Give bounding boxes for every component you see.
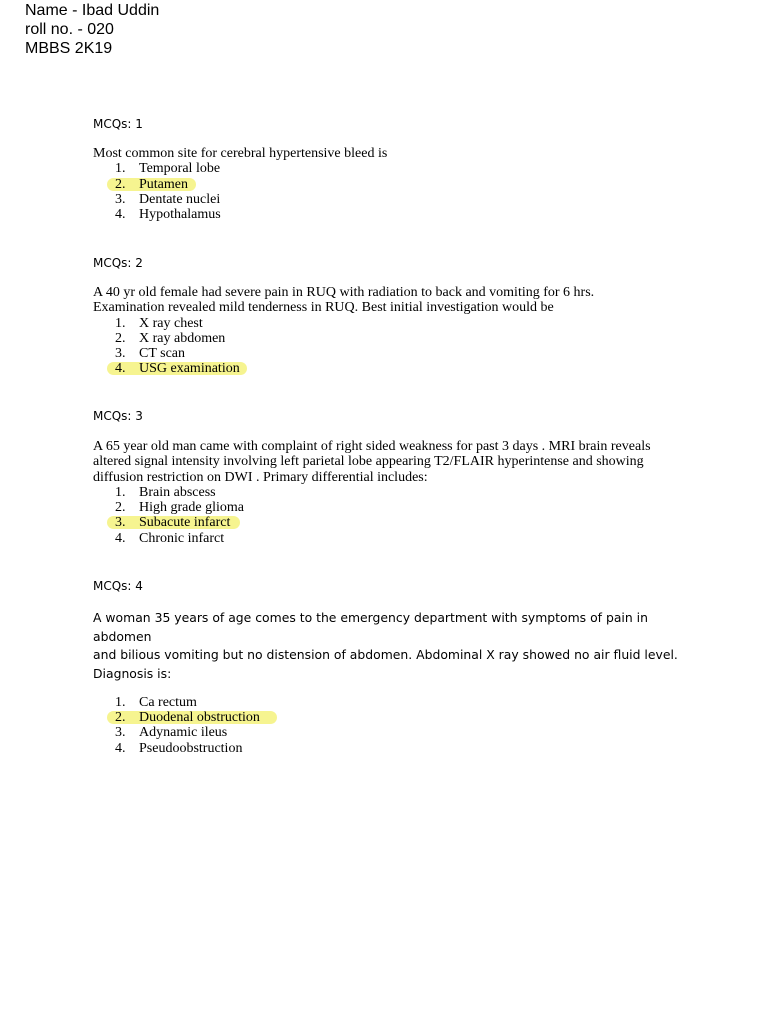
option-3	[93, 725, 693, 740]
option-text: High grade glioma	[139, 500, 244, 516]
option-text: CT scan	[139, 346, 186, 362]
roll-number: roll no. - 020	[25, 21, 114, 38]
option-2-highlighted	[93, 177, 693, 192]
option-number: 3.	[115, 725, 126, 741]
option-3	[93, 346, 693, 361]
mcq-1	[93, 117, 693, 222]
question-line-3: Diagnosis is:	[93, 666, 172, 682]
option-list	[93, 316, 693, 377]
option-3	[93, 192, 693, 207]
option-number: 4.	[115, 740, 126, 756]
option-number: 1.	[115, 161, 126, 177]
mcq-title: MCQs: 3	[93, 409, 143, 423]
option-number: 4.	[115, 207, 126, 223]
option-2	[93, 331, 693, 346]
option-text: Duodenal obstruction	[139, 710, 260, 726]
option-text: Temporal lobe	[139, 161, 221, 177]
option-text: Dentate nuclei	[139, 191, 221, 207]
option-text: Pseudoobstruction	[139, 740, 243, 756]
option-list	[93, 161, 693, 222]
mcq-2	[93, 256, 693, 377]
option-text: Subacute infarct	[139, 515, 231, 531]
option-1	[93, 485, 693, 500]
mcq-title: MCQs: 1	[93, 117, 143, 131]
student-info	[25, 1, 159, 58]
question-line-2: and bilious vomiting but no distension of abdomen. Abdominal X ray showed no air fluid level.	[93, 647, 678, 663]
option-number: 2.	[115, 710, 126, 726]
option-number: 4.	[115, 530, 126, 546]
option-number: 1.	[115, 694, 126, 710]
option-number: 1.	[115, 315, 126, 331]
question-text: Most common site for cerebral hypertensive bleed is	[93, 146, 388, 161]
mcq-4	[93, 579, 693, 756]
option-list	[93, 485, 693, 546]
option-text: Hypothalamus	[139, 207, 221, 223]
option-text: Chronic infarct	[139, 530, 225, 546]
option-text: Adynamic ileus	[139, 725, 228, 741]
option-1	[93, 695, 693, 710]
option-number: 3.	[115, 515, 126, 531]
option-text: USG examination	[139, 361, 240, 377]
option-1	[93, 161, 693, 176]
option-4	[93, 741, 693, 756]
question-line-2: altered signal intensity involving left parietal lobe appearing T2/FLAIR hyperintense and showing	[93, 454, 644, 470]
option-text: X ray chest	[139, 315, 203, 331]
option-text: Brain abscess	[139, 484, 216, 500]
option-number: 3.	[115, 191, 126, 207]
option-3-highlighted	[93, 515, 693, 530]
option-text: Putamen	[139, 176, 188, 192]
option-4	[93, 531, 693, 546]
question-line-2: Examination revealed mild tenderness in RUQ. Best initial investigation would be	[93, 300, 554, 316]
question-line-1: A 40 yr old female had severe pain in RUQ with radiation to back and vomiting for 6 hrs.	[93, 285, 595, 300]
option-number: 4.	[115, 361, 126, 377]
mcq-3	[93, 409, 693, 546]
option-2-highlighted	[93, 710, 693, 725]
question-line-3: diffusion restriction on DWI . Primary differential includes:	[93, 469, 428, 485]
question-line-1: A 65 year old man came with complaint of right sided weakness for past 3 days . MRI brain reveals	[93, 439, 651, 454]
option-number: 2.	[115, 500, 126, 516]
option-4	[93, 207, 693, 222]
option-number: 1.	[115, 484, 126, 500]
option-2	[93, 500, 693, 515]
option-text: X ray abdomen	[139, 330, 226, 346]
option-list	[93, 695, 693, 756]
option-number: 2.	[115, 330, 126, 346]
mcq-title: MCQs: 4	[93, 579, 143, 593]
option-text: Ca rectum	[139, 694, 197, 710]
option-number: 3.	[115, 346, 126, 362]
option-1	[93, 316, 693, 331]
question-line-1: A woman 35 years of age comes to the emergency department with symptoms of pain in abdomen	[93, 610, 648, 644]
batch: MBBS 2K19	[25, 40, 113, 57]
option-number: 2.	[115, 176, 126, 192]
mcq-title: MCQs: 2	[93, 256, 143, 270]
student-name: Name - Ibad Uddin	[25, 2, 160, 19]
option-4-highlighted	[93, 361, 693, 376]
